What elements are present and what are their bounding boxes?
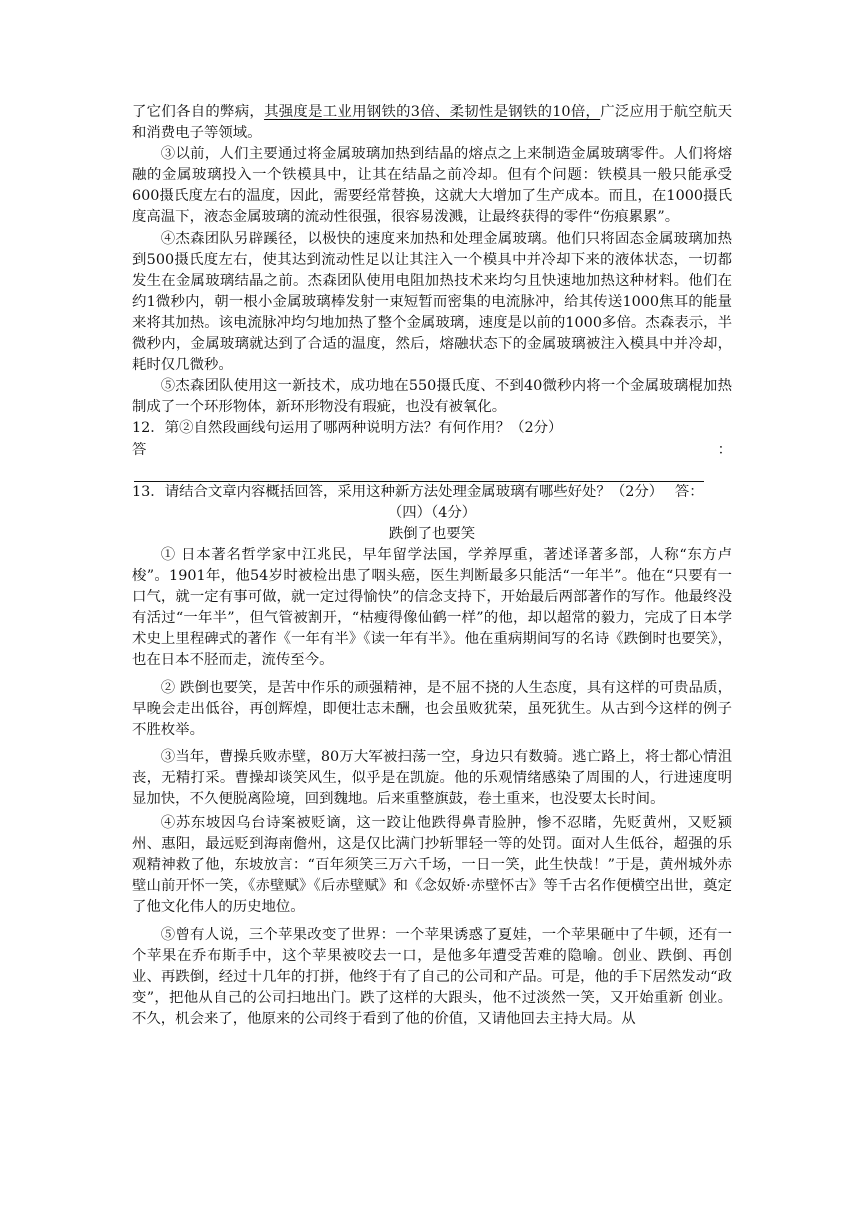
article3-paragraph-3: ③以前，人们主要通过将金属玻璃加热到结晶的熔点之上来制造金属玻璃零件。人们将熔融的金属玻璃投入一个铁模具中，让其在结晶之前冷却。但有个问题：铁模具一般只能承受 600摄氏度左右的温度，因此，需要经常替换，这就大大增加了生产成本。而且，在1000摄氏度高温下，液态金属玻璃的流动性很强，很容易泼溅，让最终获得的零件“伤痕累累”。	[132, 146, 732, 226]
article3-paragraph-2-tail: 了它们各自的弊病，其强度是工业用钢铁的3倍、柔韧性是钢铁的10倍，广泛应用于航空航天和消费电子等领域。	[132, 104, 732, 142]
article4-paragraph-3: ③当年，曹操兵败赤壁，80万大军被扫荡一空，身边只有数骑。逃亡路上，将士都心情沮丧，无精打采。曹操却谈笑风生，似乎是在凯旋。他的乐观情绪感染了周围的人，行进速度明显加快，不久便脱离险境，回到魏地。后来重整旗鼓，卷土重来，也没要太长时间。	[132, 748, 732, 807]
article4-paragraph-5: ⑤曾有人说，三个苹果改变了世界：一个苹果诱惑了夏娃，一个苹果砸中了牛顿，还有一个苹果在乔布斯手中，这个苹果被咬去一口，是他多年遭受苦难的隐喻。创业、跌倒、再创业、再跌倒，经过十几年的打拼，他终于有了自己的公司和产品。可是，他的手下居然发动“政变”，把他从自己的公司扫地出门。跌了这样的大跟头，他不过淡然一笑，又开始重新 创业。不久，机会来了，他原来的公司终于看到了他的价值，又请他回去主持大局。从	[132, 926, 732, 1027]
question-13: 13．请结合文章内容概括回答，采用这种新方法处理金属玻璃有哪些好处？（2分） 答：	[132, 483, 704, 500]
document-page	[132, 102, 732, 1030]
article3-paragraph-4: ④杰森团队另辟蹊径，以极快的速度来加热和处理金属玻璃。他们只将固态金属玻璃加热到500摄氏度左右，使其达到流动性足以让其注入一个模具中并冷却下来的液体状态，一切都发生在金属玻璃结晶之前。杰森团队使用电阻加热技术来均匀且快速地加热这种材料。他们在约1微秒内，朝一根小金属玻璃棒发射一束短暂而密集的电流脉冲，给其传送1000焦耳的能量来将其加热。该电流脉冲均匀地加热了整个金属玻璃，速度是以前的1000多倍。杰森表示，半微秒内，金属玻璃就达到了合适的温度，然后，熔融状态下的金属玻璃被注入模具中并冷却，耗时仅几微秒。	[132, 230, 732, 374]
question-12-answer: 答：	[132, 440, 732, 482]
question-12: 12．第②自然段画线句运用了哪两种说明方法？有何作用？（2分）	[132, 420, 563, 437]
section-heading: （四）（4分）	[387, 504, 477, 521]
article4-paragraph-4: ④苏东坡因乌台诗案被贬谪，这一跤让他跌得鼻青脸肿，惨不忍睹，先贬黄州，又贬颍州、惠阳，最远贬到海南儋州，这是仅比满门抄斩罪轻一等的处罚。面对人生低谷，超强的乐观精神救了他，东坡放言：“百年须笑三万六千场，一日一笑，此生快哉！”于是，黄州城外赤壁山前开怀一笑，《赤壁赋》《后赤壁赋》和《念奴娇·赤壁怀古》等千古名作便横空出世，奠定了他文化伟人的历史地位。	[132, 815, 732, 916]
article4-paragraph-2: ② 跌倒也要笑，是苦中作乐的顽强精神，是不屈不挠的人生态度，具有这样的可贵品质，早晚会走出低谷，再创辉煌，即便壮志未酬，也会虽败犹荣，虽死犹生。从古到今这样的例子不胜枚举。	[132, 679, 732, 738]
article3-paragraph-5: ⑤杰森团队使用这一新技术，成功地在550摄氏度、不到40微秒内将一个金属玻璃棍加热制成了一个环形物体，新环形物没有瑕疵，也没有被氧化。	[132, 378, 732, 416]
article4-paragraph-1: ① 日本著名哲学家中江兆民，早年留学法国，学养厚重，著述译著多部，人称“东方卢梭”。1901年，他54岁时被检出患了咽头癌，医生判断最多只能活“一年半”。他在“只要有一口气，就一定有事可做，就一定过得愉快”的信念支持下，开始最后两部著作的写作。他最终没有活过“一年半”，但气管被割开，“枯瘦得像仙鹤一样”的他，却以超常的毅力，完成了日本学术史上里程碑式的著作《一年有半》《读一年有半》。他在重病期间写的名诗《跌倒时也要笑》，也在日本不胫而走，流传至今。	[132, 546, 732, 669]
article-title: 跌倒了也要笑	[388, 525, 476, 542]
answer-line[interactable]	[134, 465, 704, 482]
underlined-sentence: 其强度是工业用钢铁的3倍、柔韧性是钢铁的10倍，	[264, 104, 601, 120]
